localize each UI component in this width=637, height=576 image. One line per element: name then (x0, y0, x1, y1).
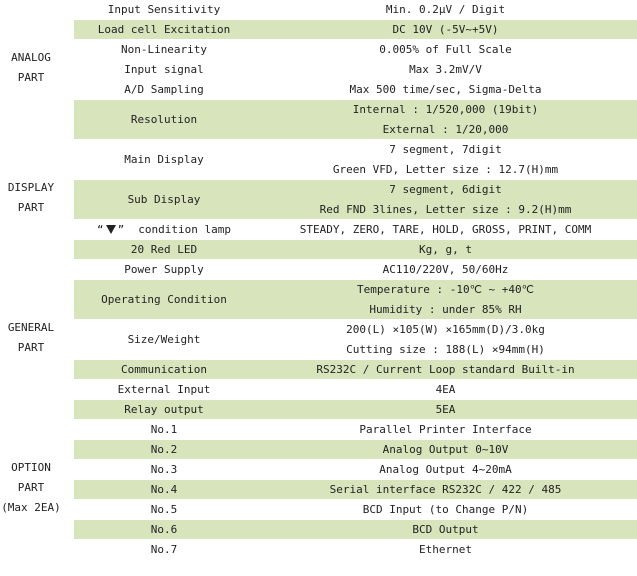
spec-value-line: Analog Output 0~10V (382, 442, 509, 456)
spec-value-line: Analog Output 4~20mA (379, 462, 512, 476)
spec-value-line: Kg, g, t (419, 242, 472, 256)
spec-value (254, 80, 637, 99)
spec-value-line: Humidity : under 85% RH (369, 302, 522, 316)
section-analog-line-2: PART (17, 71, 45, 84)
spec-table (74, 0, 637, 560)
spec-value (254, 280, 637, 319)
spec-value (254, 0, 637, 19)
spec-value (254, 320, 637, 359)
spec-value-line: Internal : 1/520,000 (19bit) (352, 102, 539, 116)
spec-label: Main Display (124, 153, 204, 166)
spec-value (254, 40, 637, 59)
spec-label: Sub Display (127, 193, 201, 206)
spec-value (254, 380, 637, 399)
spec-row (74, 360, 637, 380)
spec-value-line: Serial interface RS232C / 422 / 485 (329, 482, 562, 496)
section-general (0, 318, 62, 358)
spec-value-line: 7 segment, 7digit (389, 142, 502, 156)
spec-value-line: BCD Input (to Change P/N) (362, 502, 529, 516)
spec-label: Input Sensitivity (107, 3, 221, 16)
spec-label: Input signal (124, 63, 204, 76)
spec-label-text: condition lamp (138, 223, 231, 236)
spec-value-line: Temperature : -10℃ ~ +40℃ (356, 282, 535, 296)
spec-label: Load cell Excitation (97, 23, 231, 36)
spec-value-line: Min. 0.2μV / Digit (385, 2, 506, 16)
section-display (0, 178, 62, 218)
section-general-line-1: GENERAL (7, 321, 55, 334)
spec-row (74, 40, 637, 60)
spec-label: Power Supply (124, 263, 204, 276)
spec-row (74, 280, 637, 320)
spec-row (74, 500, 637, 520)
spec-value-line: 5EA (435, 402, 456, 416)
spec-value (254, 220, 637, 239)
spec-row (74, 480, 637, 500)
spec-value-line: Ethernet (419, 542, 472, 556)
spec-row (74, 140, 637, 180)
spec-value (254, 140, 637, 179)
section-analog-line-1: ANALOG (11, 51, 51, 64)
spec-value-line: AC110/220V, 50/60Hz (382, 262, 509, 276)
spec-label (74, 220, 254, 239)
spec-row (74, 380, 637, 400)
spec-row (74, 400, 637, 420)
spec-value (254, 20, 637, 39)
spec-value (254, 540, 637, 559)
spec-label: A/D Sampling (124, 83, 204, 96)
spec-value-line: 0.005% of Full Scale (379, 42, 512, 56)
spec-row (74, 440, 637, 460)
spec-label: No.1 (150, 423, 178, 436)
spec-label: No.2 (150, 443, 178, 456)
spec-row (74, 220, 637, 240)
spec-value-line: RS232C / Current Loop standard Built-in (316, 362, 575, 376)
spec-value (254, 100, 637, 139)
spec-row (74, 80, 637, 100)
spec-value (254, 400, 637, 419)
spec-value-line: Green VFD, Letter size : 12.7(H)mm (332, 162, 559, 176)
spec-row (74, 320, 637, 360)
spec-row (74, 20, 637, 40)
section-option-line-1: OPTION (11, 461, 51, 474)
spec-value (254, 240, 637, 259)
spec-value-line: Max 3.2mV/V (409, 62, 482, 76)
spec-value-line: 7 segment, 6digit (389, 182, 502, 196)
spec-row (74, 100, 637, 140)
spec-value (254, 500, 637, 519)
spec-value-line: 200(L) ×105(W) ×165mm(D)/3.0kg (346, 322, 545, 336)
spec-row (74, 420, 637, 440)
spec-value (254, 60, 637, 79)
spec-value (254, 360, 637, 379)
spec-row (74, 460, 637, 480)
spec-label: Relay output (124, 403, 204, 416)
quote-close: ” (117, 223, 125, 236)
spec-value (254, 480, 637, 499)
spec-label: 20 Red LED (130, 243, 198, 256)
section-display-line-1: DISPLAY (7, 181, 55, 194)
spec-value-line: Red FND 3lines, Letter size : 9.2(H)mm (319, 202, 572, 216)
spec-label: Operating Condition (101, 293, 227, 306)
quote-open: “ (97, 223, 104, 236)
spec-value-line: Cutting size : 188(L) ×94mm(H) (346, 342, 545, 356)
section-analog (0, 48, 62, 88)
spec-value-line: External : 1/20,000 (382, 122, 509, 136)
section-general-line-2: PART (17, 341, 45, 354)
spec-label: No.3 (150, 463, 178, 476)
spec-value (254, 520, 637, 539)
spec-row (74, 520, 637, 540)
spec-label: No.5 (150, 503, 178, 516)
spec-value-line: STEADY, ZERO, TARE, HOLD, GROSS, PRINT, COMM (299, 222, 592, 236)
spec-value (254, 460, 637, 479)
spec-row (74, 180, 637, 220)
section-option (0, 458, 62, 518)
spec-label: Communication (120, 363, 208, 376)
spec-value (254, 180, 637, 219)
section-display-line-2: PART (17, 201, 45, 214)
spec-label: No.6 (150, 523, 178, 536)
spec-value-line: DC 10V (-5V~+5V) (392, 22, 499, 36)
spec-value-line: Parallel Printer Interface (359, 422, 532, 436)
spec-row (74, 60, 637, 80)
section-option-line-2: PART (17, 481, 45, 494)
spec-value-line: BCD Output (412, 522, 479, 536)
spec-label: No.7 (150, 543, 178, 556)
spec-label: No.4 (150, 483, 178, 496)
spec-value (254, 260, 637, 279)
spec-value (254, 440, 637, 459)
spec-row (74, 240, 637, 260)
triangle-down-icon (106, 225, 116, 234)
spec-label: Size/Weight (127, 333, 201, 346)
spec-row (74, 540, 637, 560)
spec-value-line: Max 500 time/sec, Sigma-Delta (349, 82, 542, 96)
spec-label: Non-Linearity (120, 43, 208, 56)
spec-label: Resolution (130, 113, 198, 126)
spec-value-line: 4EA (435, 382, 456, 396)
section-option-line-3: (Max 2EA) (1, 501, 61, 514)
spec-value (254, 420, 637, 439)
spec-row (74, 260, 637, 280)
spec-label: External Input (117, 383, 211, 396)
spec-row (74, 0, 637, 20)
